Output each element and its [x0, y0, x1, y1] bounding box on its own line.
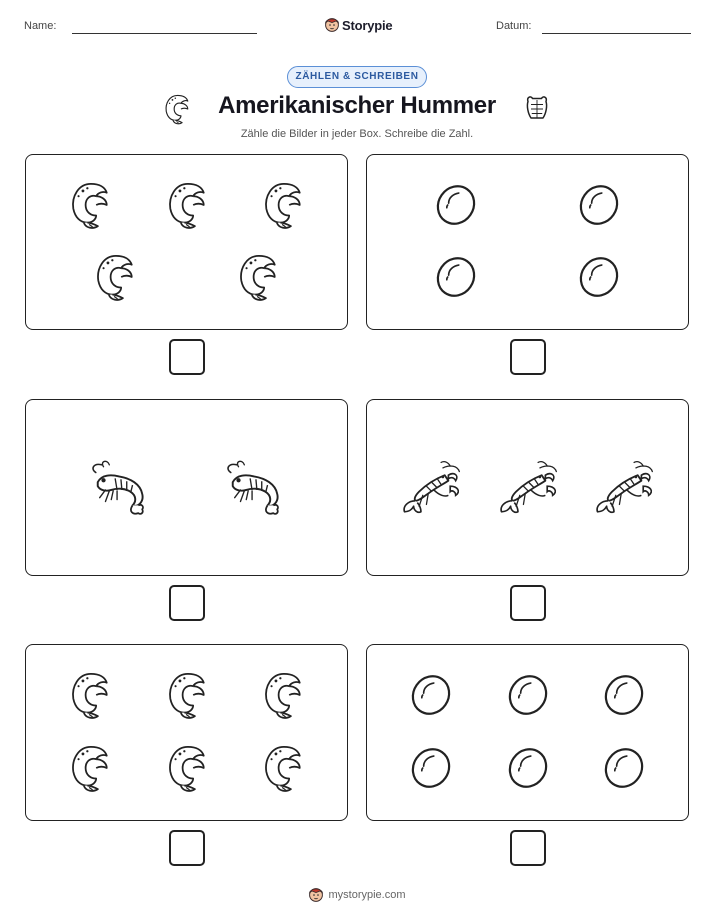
answer-box[interactable] [169, 339, 205, 375]
counting-box [366, 154, 689, 330]
name-label: Name: [24, 20, 57, 32]
shrimp-icon [88, 459, 150, 517]
page-title: Amerikanischer Hummer [218, 92, 496, 119]
lobster-shell-icon [522, 94, 552, 124]
lobster-claw-icon [68, 178, 112, 232]
footer [0, 884, 714, 906]
answer-box[interactable] [169, 830, 205, 866]
instructions: Zähle die Bilder in jeder Box. Schreibe die Zahl. [240, 128, 474, 140]
lobster-icon [496, 457, 560, 519]
brand-logo [324, 14, 392, 36]
egg-icon [505, 745, 551, 791]
worksheet-header [0, 14, 714, 38]
lobster-claw-icon [261, 741, 305, 795]
egg-icon [601, 745, 647, 791]
lobster-claw-icon [68, 668, 112, 722]
egg-icon [576, 182, 622, 228]
date-line[interactable] [542, 33, 691, 34]
counting-box [25, 399, 348, 576]
lobster-claw-icon [236, 250, 280, 304]
brand-name: Storypie [342, 17, 393, 33]
lobster-icon [592, 457, 656, 519]
lobster-claw-icon [93, 250, 137, 304]
answer-box[interactable] [169, 585, 205, 621]
egg-icon [505, 672, 551, 718]
date-label: Datum: [496, 20, 532, 32]
lobster-icon [399, 457, 463, 519]
lobster-claw-icon [261, 668, 305, 722]
egg-icon [408, 672, 454, 718]
mascot-icon [324, 16, 340, 34]
lobster-claw-icon [165, 178, 209, 232]
counting-box [366, 644, 689, 821]
name-line[interactable] [72, 33, 257, 34]
footer-site: mystorypie.com [328, 889, 406, 901]
shrimp-icon [223, 459, 285, 517]
lobster-claw-icon [261, 178, 305, 232]
mascot-icon [308, 886, 324, 904]
lobster-claw-icon [165, 741, 209, 795]
egg-icon [433, 182, 479, 228]
answer-box[interactable] [510, 339, 546, 375]
answer-box[interactable] [510, 585, 546, 621]
title-row [0, 92, 714, 126]
lobster-claw-icon [68, 741, 112, 795]
egg-icon [601, 672, 647, 718]
egg-icon [408, 745, 454, 791]
egg-icon [576, 254, 622, 300]
egg-icon [433, 254, 479, 300]
lobster-claw-icon [165, 668, 209, 722]
category-badge: ZÄHLEN & SCHREIBEN [287, 66, 427, 88]
answer-box[interactable] [510, 830, 546, 866]
